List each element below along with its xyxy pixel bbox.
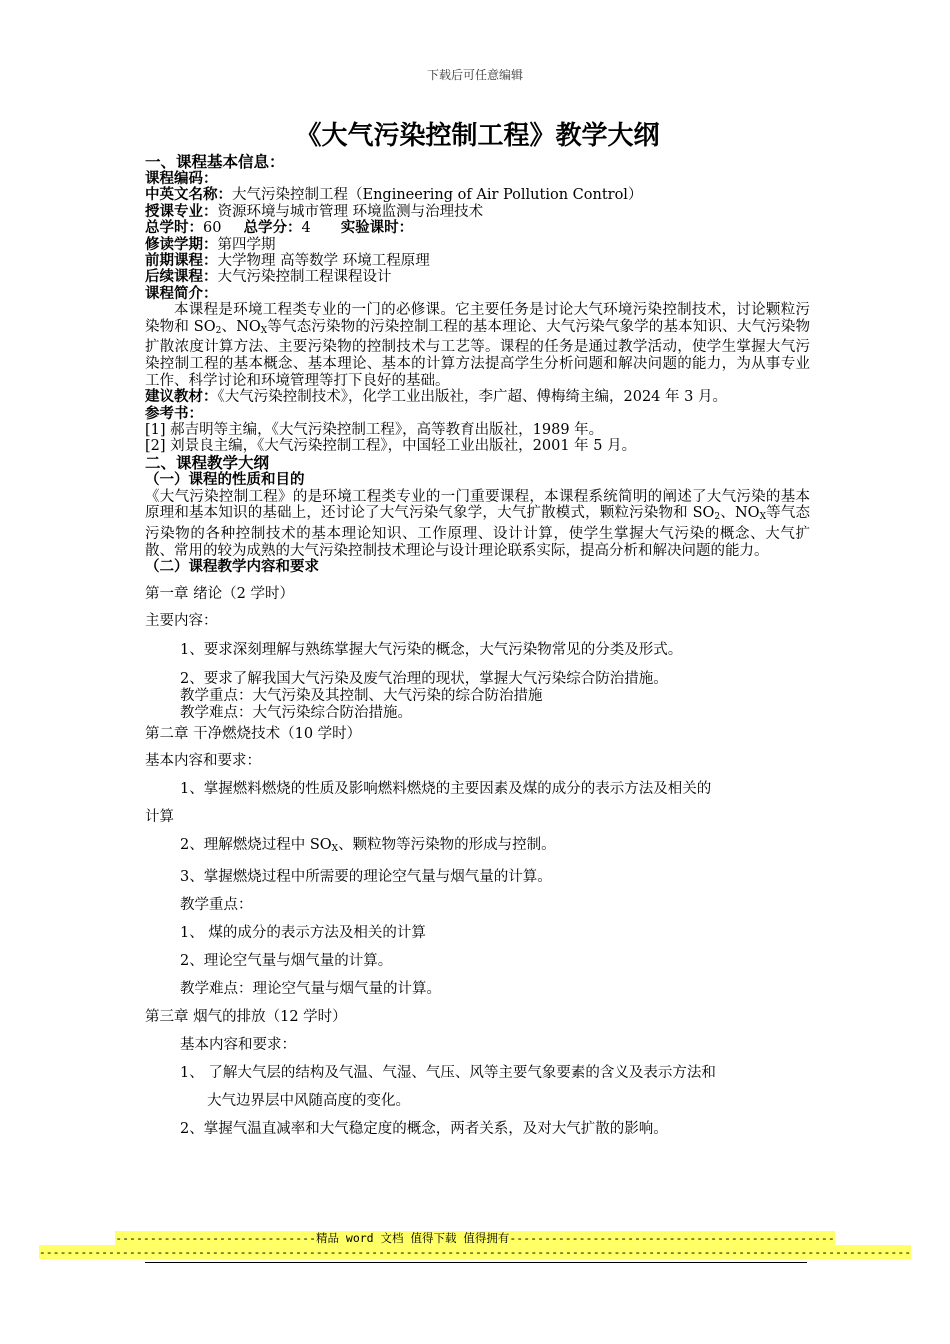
major-value: 资源环境与城市管理 环境监测与治理技术 bbox=[217, 203, 484, 220]
chapter-2-title: 第二章 干净燃烧技术（10 学时） bbox=[145, 726, 362, 743]
footer-banner-line-2 bbox=[0, 1245, 950, 1259]
course-name-value: 大气污染控制工程（Engineering of Air Pollution Control） bbox=[232, 187, 643, 204]
intro-text-3: 等气态污染物的污染控制工程的基本理论、大气污染气象学的基本知识、大气污染物扩散浓度计算方法、主要污染物的控制技术与工艺等。课程的任务是通过教学活动，使学生掌握大气污染控制工程的基本概念、基本理论、基本的计算方法提高学生分析问题和解决问题的能力，为从事专业工作、科学讨论和环境管理等打下良好的基础。 bbox=[145, 318, 811, 389]
chapter-1-item-2: 2、要求了解我国大气污染及废气治理的现状，掌握大气污染综合防治措施。 bbox=[180, 671, 668, 688]
intro-sub-2: 2 bbox=[215, 325, 222, 336]
textbook-row bbox=[145, 389, 810, 405]
intro-text-1: 本课程是环境工程类专业的一门的必修课。它主要任务是讨论大气环境污染控制技术，讨论颗粒污染物和 SO bbox=[145, 302, 810, 335]
course-name-row bbox=[145, 187, 810, 203]
chapter-2-key-2: 2、理论空气量与烟气量的计算。 bbox=[180, 953, 393, 970]
chapter-2-item-3: 3、掌握燃烧过程中所需要的理论空气量与烟气量的计算。 bbox=[180, 869, 552, 886]
chapter-2-difficulty: 教学难点：理论空气量与烟气量的计算。 bbox=[180, 981, 441, 998]
hours-label: 总学时： bbox=[145, 220, 203, 237]
major-label: 授课专业： bbox=[145, 203, 218, 220]
reference-2: [2] 刘景良主编，《大气污染控制工程》，中国轻工业出版社，2001 年 5 月。 bbox=[145, 438, 637, 455]
footer-banner-text-2: ------------------------------------------------------------------------------------------------------------------------------ bbox=[38, 1245, 912, 1259]
chapter-1-difficulty: 教学难点：大气污染综合防治措施。 bbox=[180, 705, 412, 722]
chapter-2-key-label: 教学重点： bbox=[180, 897, 253, 914]
chapter-3-item-1: 1、 了解大气层的结构及气温、气湿、气压、风等主要气象要素的含义及表示方法和 bbox=[180, 1065, 716, 1082]
textbook-value: 《大气污染控制技术》，化学工业出版社，李广超、傅梅绮主编，2024 年 3 月。 bbox=[217, 389, 727, 406]
chapter-3-item-1-cont: 大气边界层中风随高度的变化。 bbox=[207, 1093, 410, 1110]
chapter-1-main: 主要内容： bbox=[145, 613, 218, 630]
chapter-2-item-1-cont: 计算 bbox=[145, 809, 174, 826]
reference-1: [1] 郝吉明等主编，《大气污染控制工程》，高等教育出版社，1989 年。 bbox=[145, 422, 604, 439]
followup-row bbox=[145, 269, 810, 285]
section-basic-info: 一、课程基本信息： bbox=[145, 153, 285, 171]
intro-text-2: 、NO bbox=[221, 318, 261, 335]
subsection-nature: （一）课程的性质和目的 bbox=[145, 471, 305, 488]
lab-hours-label: 实验课时： bbox=[340, 220, 414, 237]
course-intro bbox=[145, 302, 810, 389]
section-syllabus: 二、课程教学大纲 bbox=[145, 453, 270, 472]
term-value: 第四学期 bbox=[217, 236, 276, 253]
footer-rule bbox=[145, 1262, 807, 1263]
document-title: 《大气污染控制工程》教学大纲 bbox=[295, 121, 660, 151]
chapter-2-item-2-text-a: 2、理解燃烧过程中 SO bbox=[180, 837, 332, 854]
chapter-2-main: 基本内容和要求： bbox=[145, 753, 261, 770]
nature-text-3: 等气态污染物的各种控制技术的基本理论知识、工作原理、设计计算，使学生掌握大气污染的概念、大气扩散、常用的较为成熟的大气污染控制技术理论与设计理论联系实际，提高分析和解决问题的能力。 bbox=[145, 505, 810, 559]
term-row bbox=[145, 237, 810, 253]
chapter-1-key: 教学重点：大气污染及其控制、大气污染的综合防治措施 bbox=[180, 688, 543, 705]
textbook-label: 建议教材： bbox=[145, 389, 218, 406]
footer-banner-text-1: -----------------------------精品 word 文档 值得下载 值得拥有----------------------------------------------- bbox=[115, 1231, 835, 1245]
references-label-row bbox=[145, 406, 810, 422]
intro-sub-x: X bbox=[260, 325, 268, 336]
chapter-2-item-2 bbox=[145, 836, 810, 858]
chapter-3-title: 第三章 烟气的排放（12 学时） bbox=[145, 1009, 347, 1026]
chapter-2-key-1: 1、 煤的成分的表示方法及相关的计算 bbox=[180, 925, 426, 942]
nature-paragraph bbox=[145, 489, 810, 559]
credits-value: 4 bbox=[301, 220, 311, 237]
followup-value: 大气污染控制工程课程设计 bbox=[217, 269, 392, 286]
document-body bbox=[145, 118, 810, 1138]
chapter-1-item-1: 1、要求深刻理解与熟练掌握大气污染的概念，大气污染物常见的分类及形式。 bbox=[180, 642, 683, 659]
followup-label: 后续课程： bbox=[145, 269, 218, 286]
prerequisite-row bbox=[145, 253, 810, 269]
nature-text-2: 、NO bbox=[720, 505, 760, 522]
course-code-row bbox=[145, 171, 810, 187]
chapter-2-item-1: 1、掌握燃料燃烧的性质及影响燃料燃烧的主要因素及煤的成分的表示方法及相关的 bbox=[180, 781, 712, 798]
chapter-3-item-2: 2、掌握气温直减率和大气稳定度的概念，两者关系，及对大气扩散的影响。 bbox=[180, 1121, 668, 1138]
intro-label: 课程简介： bbox=[145, 285, 218, 302]
hours-row bbox=[145, 220, 810, 236]
prerequisite-label: 前期课程： bbox=[145, 253, 218, 270]
intro-label-row bbox=[145, 286, 810, 302]
subsection-content: （二）课程教学内容和要求 bbox=[145, 559, 319, 576]
course-name-label: 中英文名称： bbox=[145, 187, 232, 204]
nature-sub-x: X bbox=[759, 512, 766, 523]
term-label: 修读学期： bbox=[145, 236, 218, 253]
page-header: 下载后可任意编辑 bbox=[426, 68, 523, 82]
nature-text-1: 《大气污染控制工程》的是环境工程类专业的一门重要课程，本课程系统简明的阐述了大气污染的基本原理和基本知识的基础上，还讨论了大气污染气象学，大气扩散模式，颗粒污染物和 SO bbox=[145, 488, 810, 522]
footer-banner-line-1 bbox=[0, 1230, 950, 1246]
nature-sub-2: 2 bbox=[714, 512, 721, 523]
chapter-2-item-2-text-b: 、颗粒物等污染物的形成与控制。 bbox=[338, 837, 556, 854]
credits-label: 总学分： bbox=[243, 220, 302, 237]
chapter-2-item-2-sub: X bbox=[331, 844, 339, 855]
chapter-1-title: 第一章 绪论（2 学时） bbox=[145, 586, 294, 603]
prerequisite-value: 大学物理 高等数学 环境工程原理 bbox=[217, 253, 430, 270]
hours-value: 60 bbox=[203, 220, 222, 237]
references-label: 参考书： bbox=[145, 405, 203, 422]
course-code-label: 课程编码： bbox=[145, 171, 218, 187]
chapter-3-main: 基本内容和要求： bbox=[180, 1037, 296, 1054]
major-row bbox=[145, 204, 810, 220]
